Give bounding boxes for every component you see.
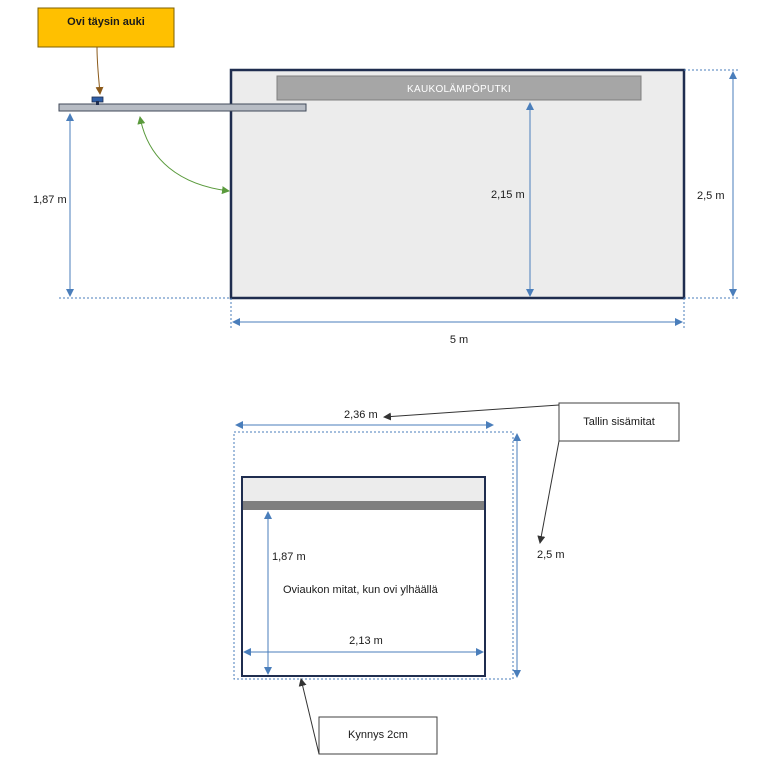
pipe-clearance-label: 2,15 m	[491, 189, 525, 201]
pipe-label: KAUKOLÄMPÖPUTKI	[407, 84, 511, 95]
callout-arrow-to-width	[384, 405, 559, 417]
garage-length-label: 5 m	[449, 334, 469, 346]
opening-caption: Oviaukon mitat, kun ovi ylhäällä	[283, 584, 438, 596]
inner-width-label: 2,36 m	[344, 409, 378, 421]
inner-height-label: 2,5 m	[537, 549, 565, 561]
raised-door-bar	[243, 501, 484, 510]
door-open-callout-arrow	[97, 47, 100, 94]
door-open-callout-text: Ovi täysin auki	[67, 16, 145, 28]
door-handle-stem-icon	[96, 101, 99, 105]
opening-height-label: 1,87 m	[272, 551, 306, 563]
callout-arrow-to-height	[540, 441, 559, 543]
garage-height-label: 2,5 m	[697, 190, 725, 202]
opening-width-label: 2,13 m	[349, 635, 383, 647]
inner-dimensions-callout-text: Tallin sisämitat	[583, 416, 655, 428]
threshold-callout-text: Kynnys 2cm	[348, 729, 408, 741]
door-header-fill	[243, 478, 484, 501]
front-view	[234, 403, 679, 754]
door-swing-arc	[140, 117, 229, 191]
open-door-slab	[59, 104, 306, 111]
threshold-callout-arrow	[301, 679, 319, 754]
side-view	[33, 8, 740, 346]
door-height-label: 1,87 m	[33, 194, 67, 206]
